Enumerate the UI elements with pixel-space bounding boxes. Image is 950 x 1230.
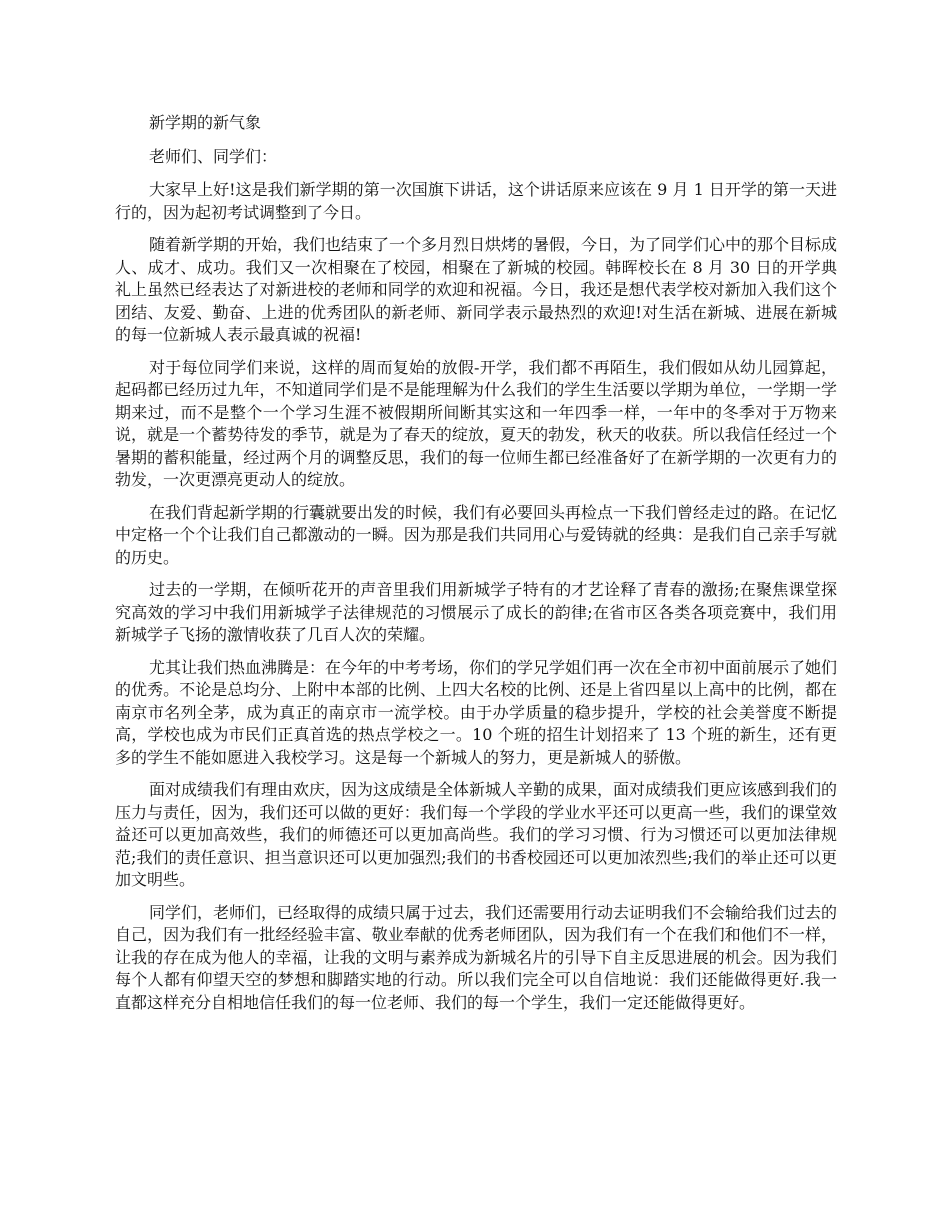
paragraph-7: 面对成绩我们有理由欢庆，因为这成绩是全体新城人辛勤的成果，面对成绩我们更应该感到我们的压力与责任，因为，我们还可以做的更好：我们每一个学段的学业水平还可以更高一些，我们的课堂效益还可以更加高效些，我们的师德还可以更加高尚些。我们的学习习惯、行为习惯还可以更加法律规范;我们的责任意识、担当意识还可以更加强烈;我们的书香校园还可以更加浓烈些;我们的举止还可以更加文明些。 (115, 780, 838, 889)
paragraph-4: 在我们背起新学期的行囊就要出发的时候，我们有必要回头再检点一下我们曾经走过的路。在记忆中定格一个个让我们自己都激动的一瞬。因为那是我们共同用心与爱铸就的经典：是我们自己亲手写就的历史。 (115, 502, 838, 567)
paragraph-6: 尤其让我们热血沸腾是：在今年的中考考场，你们的学兄学姐们再一次在全市初中面前展示了她们的优秀。不论是总均分、上附中本部的比例、上四大名校的比例、还是上省四星以上高中的比例，都在南京市名列全茅，成为真正的南京市一流学校。由于办学质量的稳步提升，学校的社会美誉度不断提高，学校也成为市民们正真首选的热点学校之一。10 个班的招生计划招来了 13 个班的新生，还有更多的学生不能如愿进入我校学习。这是每一个新城人的努力，更是新城人的骄傲。 (115, 657, 838, 767)
paragraph-5: 过去的一学期，在倾听花开的声音里我们用新城学子特有的才艺诠释了青春的激扬;在聚焦课堂探究高效的学习中我们用新城学子法律规范的习惯展示了成长的韵律;在省市区各类各项竞赛中，我们用新城学子飞扬的激情收获了几百人次的荣耀。 (115, 580, 837, 644)
salutation: 老师们、同学们： (149, 146, 278, 166)
paragraph-2: 随着新学期的开始，我们也结束了一个多月烈日烘烤的暑假，今日，为了同学们心中的那个目标成人、成才、成功。我们又一次相聚在了校园，相聚在了新城的校园。韩晖校长在 8 月 30 日的开学典礼上虽然已经表达了对新进校的老师和同学的欢迎和祝福。今日，我还是想代表学校对新加入我们这个团结、友爱、勤奋、上进的优秀团队的新老师、新同学表示最热烈的欢迎!对生活在新城、进展在新城的每一位新城人表示最真诚的祝福! (115, 235, 838, 344)
paragraph-3: 对于每位同学们来说，这样的周而复始的放假-开学，我们都不再陌生，我们假如从幼儿园算起，起码都已经历过九年，不知道同学们是不是能理解为什么我们的学生生活要以学期为单位，一学期一学期来过，而不是整个一个学习生涯不被假期所间断其实这和一年四季一样，一年中的冬季对于万物来说，就是一个蓄势待发的季节，就是为了春天的绽放，夏天的勃发，秋天的收获。所以我信任经过一个暑期的蓄积能量，经过两个月的调整反思，我们的每一位师生都已经准备好了在新学期的一次更有力的勃发，一次更漂亮更动人的绽放。 (115, 357, 837, 489)
paragraph-8: 同学们，老师们，已经取得的成绩只属于过去，我们还需要用行动去证明我们不会输给我们过去的自己，因为我们有一批经经验丰富、敬业奉献的优秀老师团队，因为我们有一个在我们和他们不一样，让我的存在成为他人的幸福，让我的文明与素养成为新城名片的引导下自主反思进展的机会。因为我们每个人都有仰望天空的梦想和脚踏实地的行动。所以我们完全可以自信地说：我们还能做得更好.我一直都这样充分自相地信任我们的每一位老师、我们的每一个学生，我们一定还能做得更好。 (115, 902, 838, 1012)
paragraph-1: 大家早上好!这是我们新学期的第一次国旗下讲话，这个讲话原来应该在 9 月 1 日开学的第一天进行的，因为起初考试调整到了今日。 (115, 180, 837, 222)
document-title: 新学期的新气象 (149, 113, 262, 132)
document-page (115, 112, 837, 1024)
